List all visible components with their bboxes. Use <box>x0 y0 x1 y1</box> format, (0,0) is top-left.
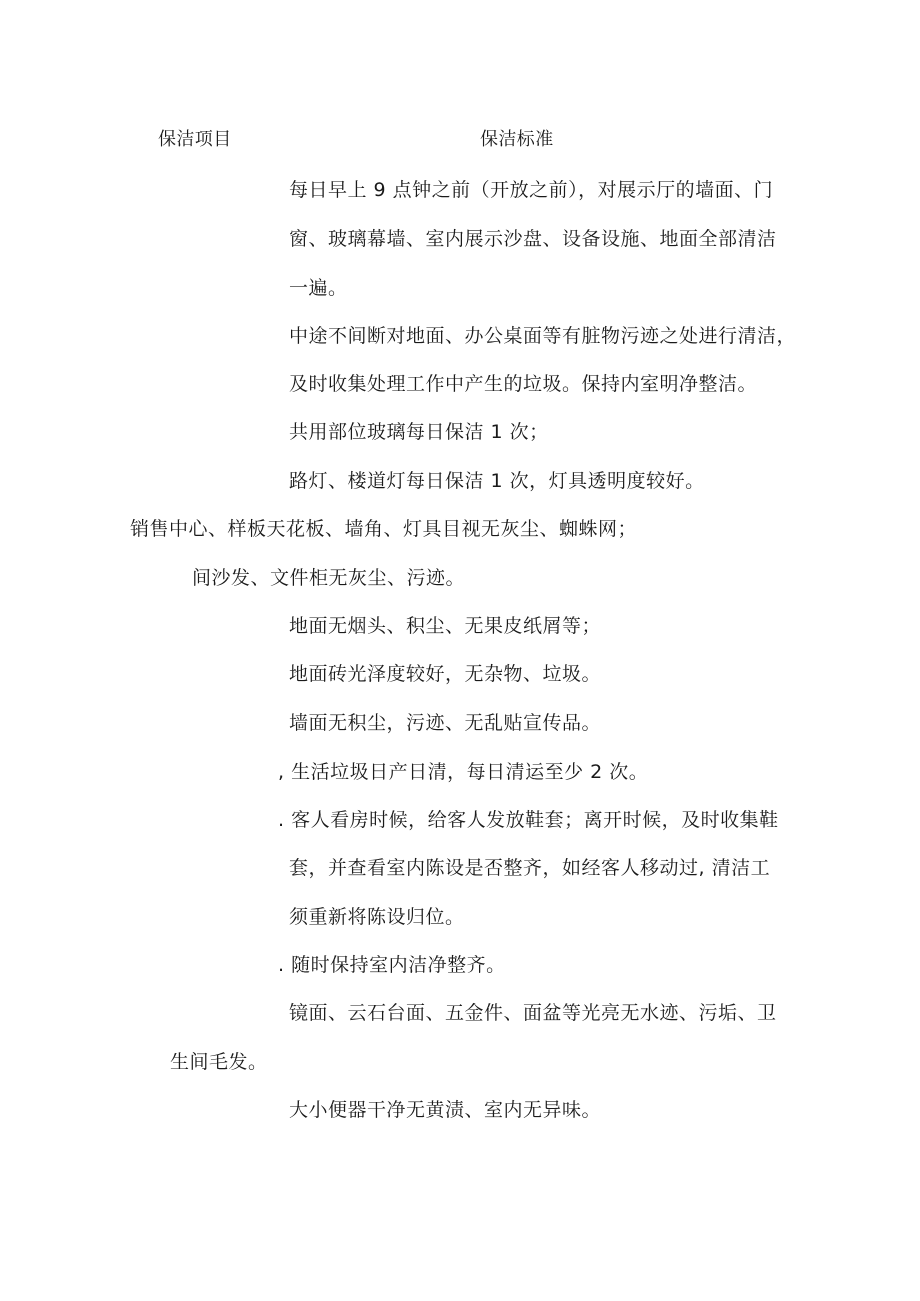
standard-line: 路灯、楼道灯每日保洁 1 次，灯具透明度较好。 <box>289 470 705 492</box>
standard-line: . 客人看房时候，给客人发放鞋套；离开时候，及时收集鞋 <box>278 809 779 831</box>
standard-line: 须重新将陈设归位。 <box>289 906 465 928</box>
column-header-cleaning-standard: 保洁标准 <box>480 129 554 150</box>
standard-line: 套，并查看室内陈设是否整齐，如经客人移动过, 清洁工 <box>289 857 771 879</box>
standard-line: 大小便器干净无黄渍、室内无异味。 <box>289 1099 602 1121</box>
standard-line: 地面无烟头、积尘、无果皮纸屑等； <box>289 615 602 637</box>
standard-line: , 生活垃圾日产日清，每日清运至少 2 次。 <box>278 761 649 783</box>
standard-line: . 随时保持室内洁净整齐。 <box>278 954 506 976</box>
item-line: 间沙发、文件柜无灰尘、污迹。 <box>192 567 466 589</box>
item-line: 生间毛发。 <box>170 1051 268 1073</box>
standard-line: 窗、玻璃幕墙、室内展示沙盘、设备设施、地面全部清洁 <box>289 228 777 250</box>
standard-line: 墙面无积尘，污迹、无乱贴宣传品。 <box>289 712 602 734</box>
standard-line: 中途不间断对地面、办公桌面等有脏物污迹之处进行清洁， <box>289 325 797 347</box>
item-line: 销售中心、样板天花板、墙角、灯具目视无灰尘、蜘蛛网； <box>130 518 638 540</box>
standard-line: 共用部位玻璃每日保洁 1 次； <box>289 421 549 443</box>
standard-line: 地面砖光泽度较好，无杂物、垃圾。 <box>289 663 602 685</box>
standard-line: 镜面、云石台面、五金件、面盆等光亮无水迹、污垢、卫 <box>289 1002 777 1024</box>
standard-line: 及时收集处理工作中产生的垃圾。保持内室明净整洁。 <box>289 373 758 395</box>
standard-line: 每日早上 9 点钟之前（开放之前），对展示厅的墙面、门 <box>289 179 774 201</box>
column-header-cleaning-item: 保洁项目 <box>158 129 232 150</box>
standard-line: 一遍。 <box>289 277 348 299</box>
